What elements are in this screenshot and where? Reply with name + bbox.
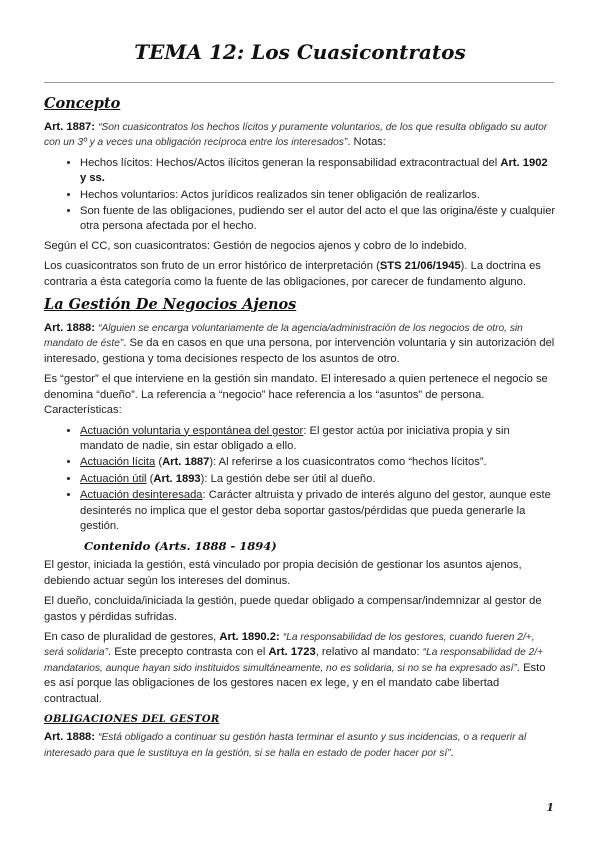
text: ): La gestión debe ser útil al dueño. xyxy=(200,472,376,485)
paragraph: El gestor, iniciada la gestión, está vinculado por propia decisión de gestionar los asuntos ajenos, debiendo actuar según los intereses del dominus. xyxy=(44,559,522,587)
paragraph xyxy=(44,259,556,290)
article-quote: “Está obligado a continuar su gestión hasta terminar el asunto y sus incidencias, o a requerir al interesado para que le sustituya en la gestión, si se halla en estado de poder hacer por sí” xyxy=(44,732,527,759)
term: Actuación voluntaria y espontánea del gestor xyxy=(80,424,304,437)
notes-list xyxy=(44,156,556,235)
term: Actuación desinteresada xyxy=(80,489,203,502)
list-item xyxy=(80,455,556,470)
text: . Se da en casos en que una persona, por intervención voluntaria y sin autorización del interesado, gestiona y toma decisiones respecto de los asuntos de otro. xyxy=(44,337,555,365)
text: . Notas: xyxy=(347,136,386,149)
title-divider xyxy=(44,82,554,83)
text: . xyxy=(450,746,454,759)
list-item: • Hechos voluntarios: Actos jurídicos realizados sin tener obligación de realizarlos. xyxy=(80,188,556,203)
subsection-heading-obligaciones: OBLIGACIONES DEL GESTOR xyxy=(44,714,220,725)
term: Actuación útil xyxy=(80,472,147,485)
paragraph: El dueño, concluida/iniciada la gestión, puede quedar obligado a compensar/indemnizar al gestor de gastos y pérdidas sufridas. xyxy=(44,595,542,623)
text: ( xyxy=(146,472,154,485)
case-ref: STS 21/06/1945 xyxy=(379,260,461,273)
article-quote: “Son cuasicontratos los hechos lícitos y puramente voluntarios, de los que resulta obligado su autor con un 3º y a veces una obligación recíproca entre los interesados” xyxy=(44,122,548,149)
text: Hechos lícitos: Hechos/Actos ilícitos generan la responsabilidad extracontractual del xyxy=(80,156,501,169)
text: : El gestor actúa por iniciativa propia y sin mandato de nadie, sin estar obligado a ello. xyxy=(80,424,510,452)
article-quote: “La responsabilidad de los gestores, cuando fueren 2/+, será solidaria” xyxy=(44,631,535,659)
section-heading-concepto: Concepto xyxy=(44,95,121,112)
paragraph: Según el CC, son cuasicontratos: Gestión de negocios ajenos y cobro de lo indebido. xyxy=(44,239,467,252)
page-number: 1 xyxy=(546,801,554,814)
paragraph-art-1887 xyxy=(44,120,556,151)
term: Actuación lícita xyxy=(80,456,156,469)
subsection-heading-contenido: Contenido (Arts. 1888 - 1894) xyxy=(84,539,277,554)
paragraph: Es “gestor” el que interviene en la gestión sin mandato. El interesado a quien pertenece el negocio se denomina “dueño”. La referencia a “negocio” hace referencia a los “asuntos” de persona. Características: xyxy=(44,373,548,417)
text: . Esto es así porque las obligaciones de los gestores nacen ex lege, y en el mandato cabe libertad contractual. xyxy=(44,661,546,705)
article-ref: Art. 1890.2: xyxy=(219,630,280,643)
text: ( xyxy=(155,456,163,469)
paragraph-pluralidad xyxy=(44,630,556,707)
text: . Este precepto contrasta con el xyxy=(107,646,269,659)
text: , relativo al mandato: xyxy=(315,646,423,659)
list-item xyxy=(80,488,556,534)
list-item xyxy=(80,424,556,455)
text: En caso de pluralidad de gestores, xyxy=(44,630,220,643)
article-ref: Art. 1888: xyxy=(44,322,95,335)
text: ). La doctrina es contraria a ésta categoría como la fuente de las obligaciones, por carecer de fundamento alguno. xyxy=(44,260,541,288)
article-ref: Art. 1888: xyxy=(44,731,95,744)
list-item: • Son fuente de las obligaciones, pudiendo ser el autor del acto el que las origina/éste y cualquier otra persona afectada por el hecho. xyxy=(80,204,556,235)
document-body xyxy=(44,94,556,766)
list-item xyxy=(80,156,556,187)
article-ref: Art. 1893 xyxy=(153,472,201,485)
text: : Carácter altruista y privado de interés alguno del gestor, aunque este desinterés no implica que el gestor deba soportar gastos/pérdidas que pueda generarle la gestión. xyxy=(80,489,551,532)
list-item xyxy=(80,472,556,487)
page-title: TEMA 12: Los Cuasicontratos xyxy=(134,40,466,64)
article-ref: Art. 1887: xyxy=(44,121,95,133)
article-quote: “La responsabilidad de 2/+ mandatarios, aunque hayan sido instituidos simultáneamente, no es solidaria, si no se ha expresado así” xyxy=(44,647,544,674)
section-heading-gestion: La Gestión De Negocios Ajenos xyxy=(44,296,297,314)
article-quote: “Alguien se encarga voluntariamente de la agencia/administración de los negocios de otro, sin mandato de éste” xyxy=(44,323,523,350)
characteristics-list xyxy=(44,424,556,535)
text: Los cuasicontratos son fruto de un error histórico de interpretación ( xyxy=(44,260,380,273)
article-ref: Art. 1902 y ss. xyxy=(80,156,548,185)
text: ): Al referirse a los cuasicontratos como “hechos lícitos”. xyxy=(209,456,487,469)
article-ref: Art. 1887 xyxy=(162,456,210,469)
paragraph-art-1888-obligaciones xyxy=(44,730,556,761)
article-ref: Art. 1723 xyxy=(268,646,316,659)
paragraph-art-1888 xyxy=(44,321,556,367)
